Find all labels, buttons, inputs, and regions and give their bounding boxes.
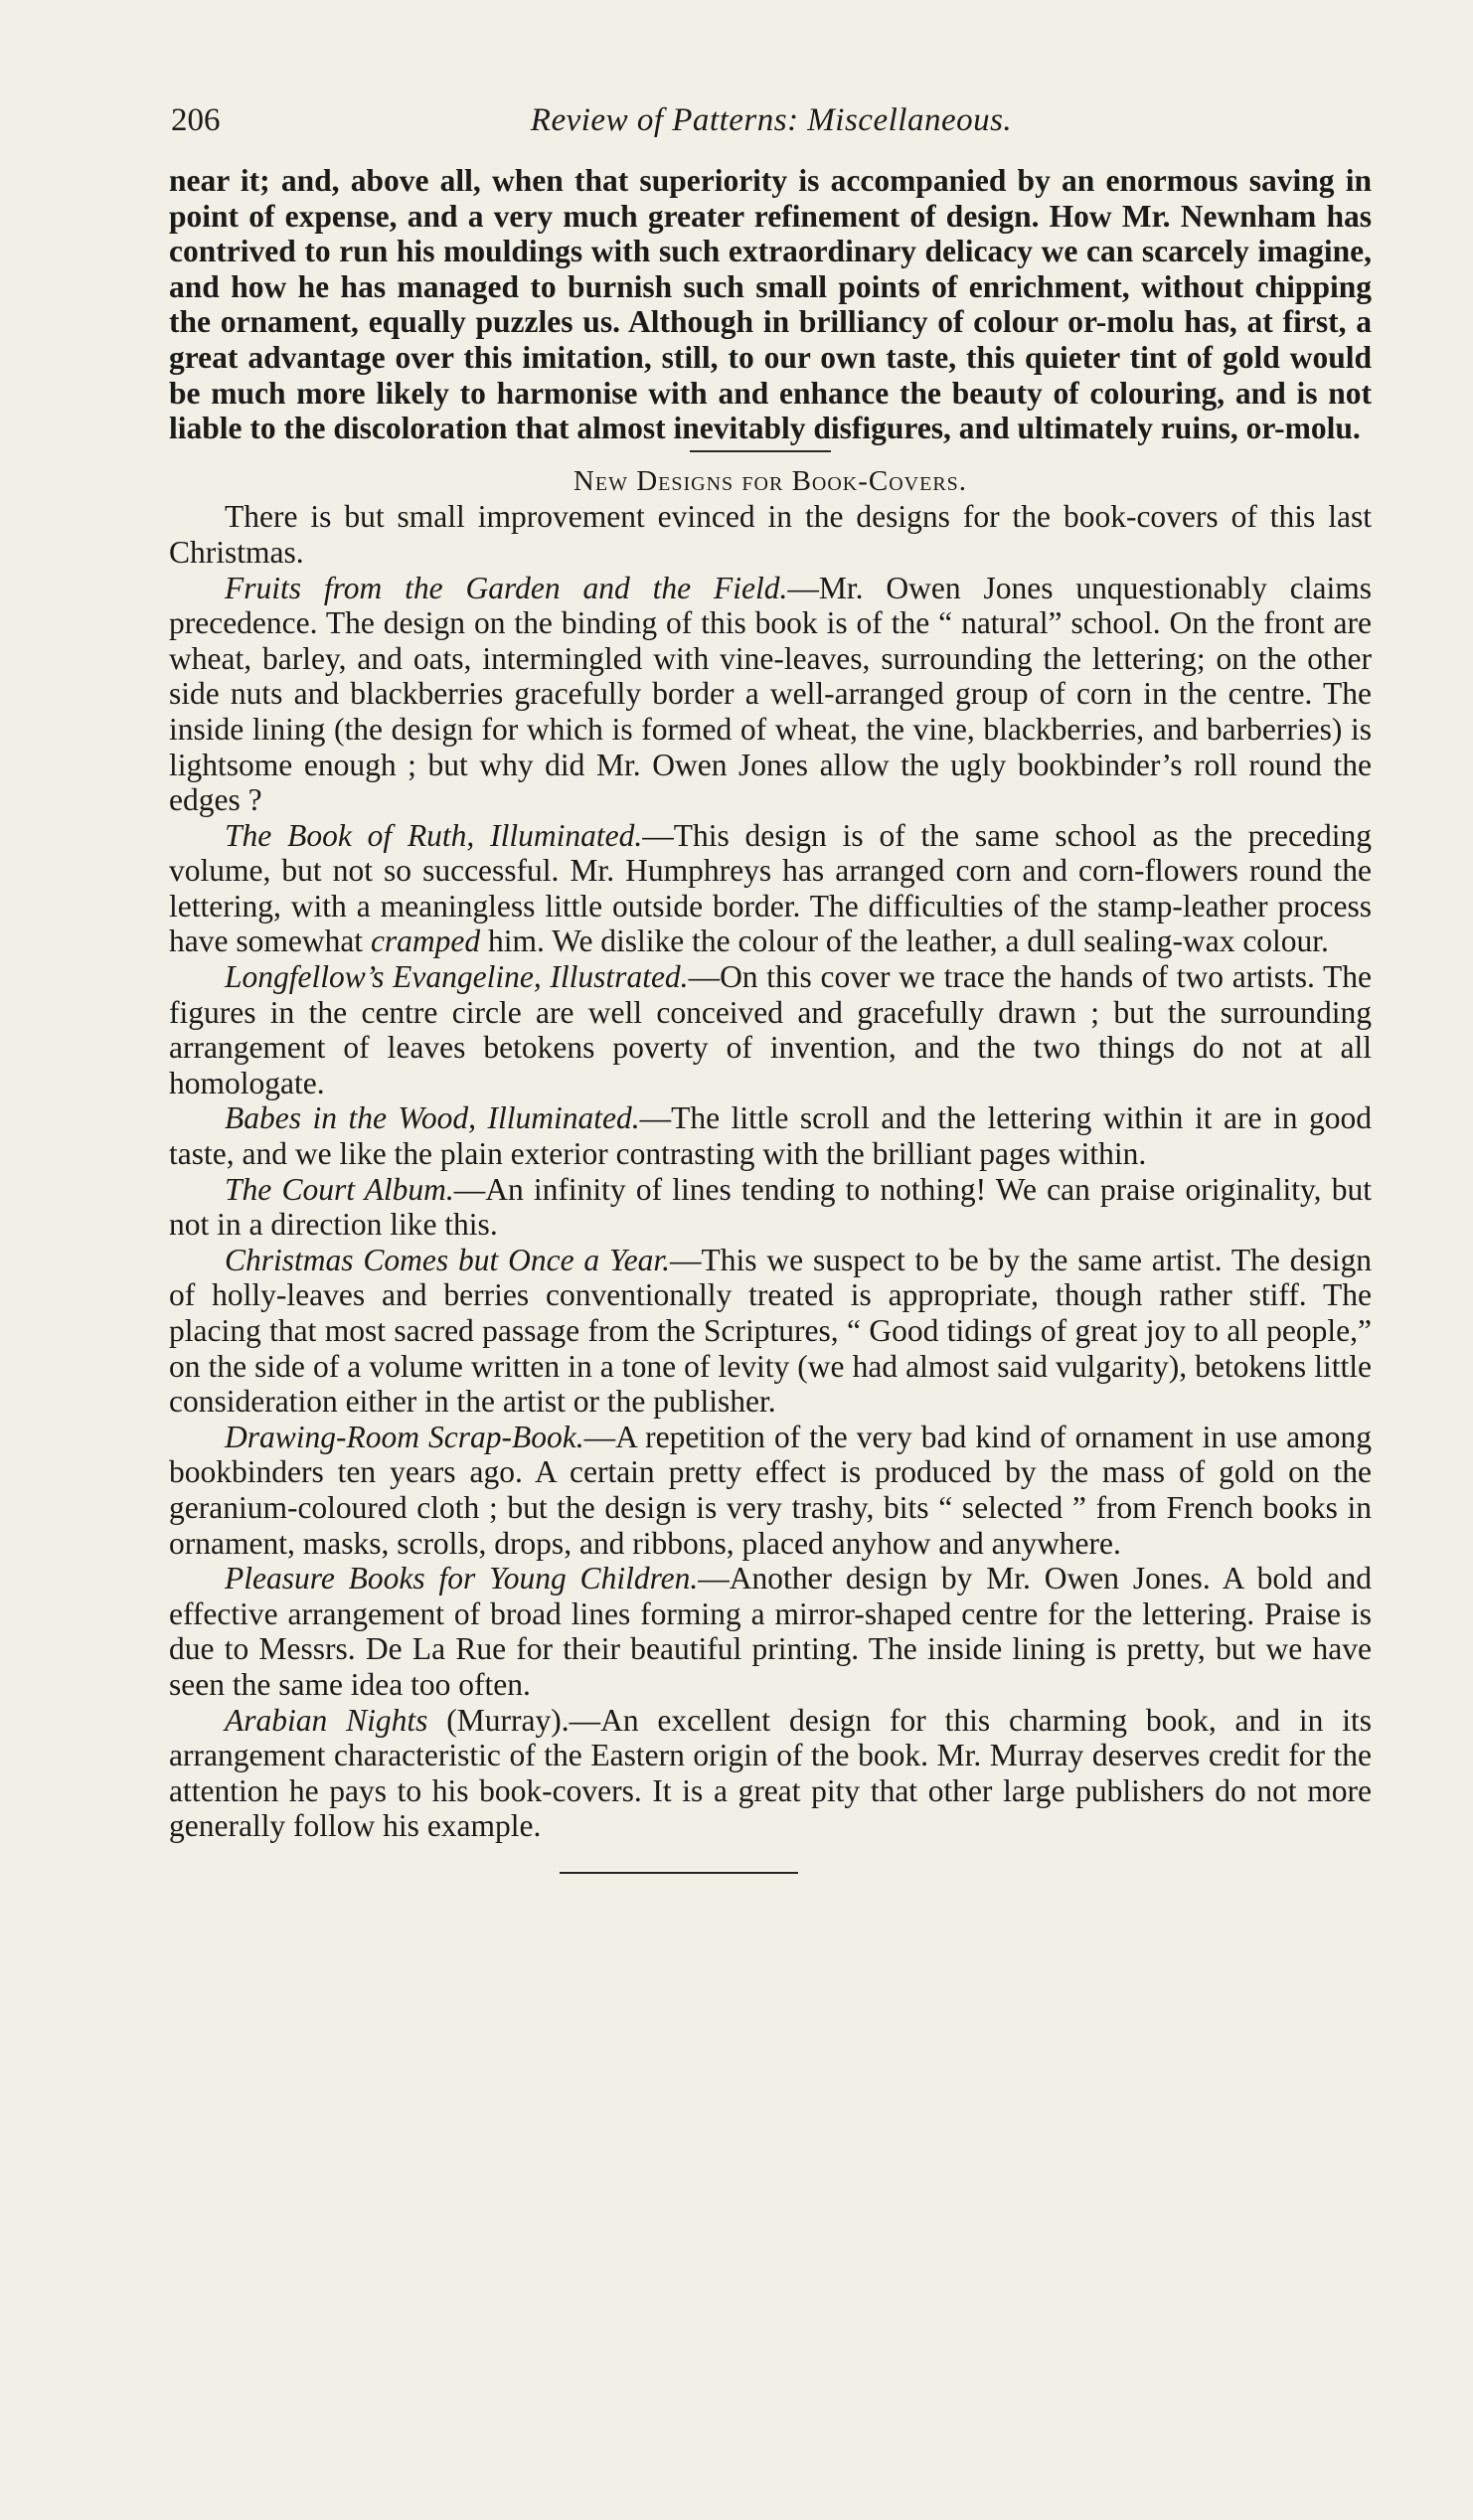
section-heading: New Designs for Book-Covers. [573, 464, 968, 497]
entry-title: Fruits from the Garden and the Field. [225, 570, 788, 605]
review-entry [169, 1561, 1372, 1702]
review-entry [169, 1172, 1372, 1243]
entry-text: (Murray).—An excellent design for this charming book, and in its arrangement characteristic of the Eastern origin of the book. Mr. Murray deserves credit for the attention he pays to his book-covers. It is a great pity that other large publishers do not more generally follow his example. [169, 1702, 1373, 1844]
page-number: 206 [171, 102, 221, 138]
entry-emphasis: cramped [370, 924, 481, 959]
review-entry [169, 1420, 1372, 1561]
entry-text: —The little scroll and the lettering within it are in good taste, and we like the plain exterior contrasting with the brilliant pages within. [169, 1100, 1372, 1172]
entry-title: Drawing-Room Scrap-Book. [225, 1419, 584, 1454]
entry-text: —This design is of the same school as the preceding volume, but not so successful. Mr. Humphreys has arranged corn and corn-flowers round the lettering, with a meaningless little outside border. The difficulties of the stamp-leather process have somewhat [169, 817, 1372, 959]
review-entry [169, 1100, 1372, 1171]
entry-title: Babes in the Wood, Illuminated. [225, 1100, 640, 1136]
entry-title: Arabian Nights [225, 1702, 428, 1738]
intro-paragraph: near it; and, above all, when that superiority is accompanied by an enormous saving in point of expense, and a very much greater refinement of design. How Mr. Newnham has contrived to run his mouldings with such extraordinary delicacy we can scarcely imagine, and how he has managed to burnish such small points of enrichment, without chipping the ornament, equally puzzles us. Although in brilliancy of colour or-molu has, at first, a great advantage over this imitation, still, to our own taste, this quieter tint of gold would be much more likely to harmonise with and enhance the beauty of colouring, and is not liable to the discoloration that almost inevitably disfigures, and ultimately ruins, or-molu. [169, 163, 1372, 446]
body-text [169, 163, 1372, 1874]
entry-title: Pleasure Books for Young Children. [225, 1561, 699, 1596]
end-divider [560, 1872, 798, 1874]
entry-text: —A repetition of the very bad kind of ornament in use among bookbinders ten years ago. A certain pretty effect is produced by the mass of gold on the geranium-coloured cloth ; but the design is very trashy, bits “ selected ” from French books in ornament, masks, scrolls, drops, and ribbons, placed anyhow and anywhere. [169, 1419, 1372, 1561]
review-entry [169, 1703, 1372, 1844]
running-title: Review of Patterns: Miscellaneous. [530, 102, 1013, 138]
entry-text: —An infinity of lines tending to nothing! We can praise originality, but not in a direction like this. [169, 1171, 1372, 1243]
running-head [169, 95, 1374, 145]
entry-title: The Court Album. [225, 1171, 454, 1207]
entry-title: Christmas Comes but Once a Year. [225, 1242, 671, 1277]
section-divider [690, 450, 831, 452]
entry-title: The Book of Ruth, Illuminated. [225, 817, 643, 853]
review-entry [169, 959, 1372, 1100]
entry-text: —Another design by Mr. Owen Jones. A bold and effective arrangement of broad lines forming a mirror-shaped centre for the lettering. Praise is due to Messrs. De La Rue for their beautiful printing. The inside lining is pretty, but we have seen the same idea too often. [169, 1561, 1372, 1702]
entry-text: —This we suspect to be by the same artist. The design of holly-leaves and berries conventionally treated is appropriate, though rather stiff. The placing that most sacred passage from the Scriptures, “ Good tidings of great joy to all people,” on the side of a volume written in a tone of levity (we had almost said vulgarity), betokens little consideration either in the artist or the publisher. [169, 1242, 1372, 1420]
entry-text: —On this cover we trace the hands of two artists. The figures in the centre circle are well conceived and gracefully drawn ; but the surrounding arrangement of leaves betokens poverty of invention, and the two things do not at all homologate. [169, 959, 1372, 1100]
entry-title: Longfellow’s Evangeline, Illustrated. [225, 959, 689, 995]
entry-text: —Mr. Owen Jones unquestionably claims precedence. The design on the binding of this book is of the “ natural” school. On the front are wheat, barley, and oats, intermingled with vine-leaves, surrounding the lettering; on the other side nuts and blackberries gracefully border a well-arranged group of corn in the centre. The inside lining (the design for which is formed of wheat, the vine, blackberries, and barberries) is lightsome enough ; but why did Mr. Owen Jones allow the ugly bookbinder’s roll round the edges ? [169, 570, 1372, 818]
review-entry [169, 571, 1372, 818]
review-entry [169, 1243, 1372, 1420]
section-lead: There is but small improvement evinced in the designs for the book-covers of this last Christmas. [169, 499, 1372, 570]
entry-text: him. We dislike the colour of the leather, a dull sealing-wax colour. [480, 924, 1329, 959]
review-entry [169, 818, 1372, 959]
